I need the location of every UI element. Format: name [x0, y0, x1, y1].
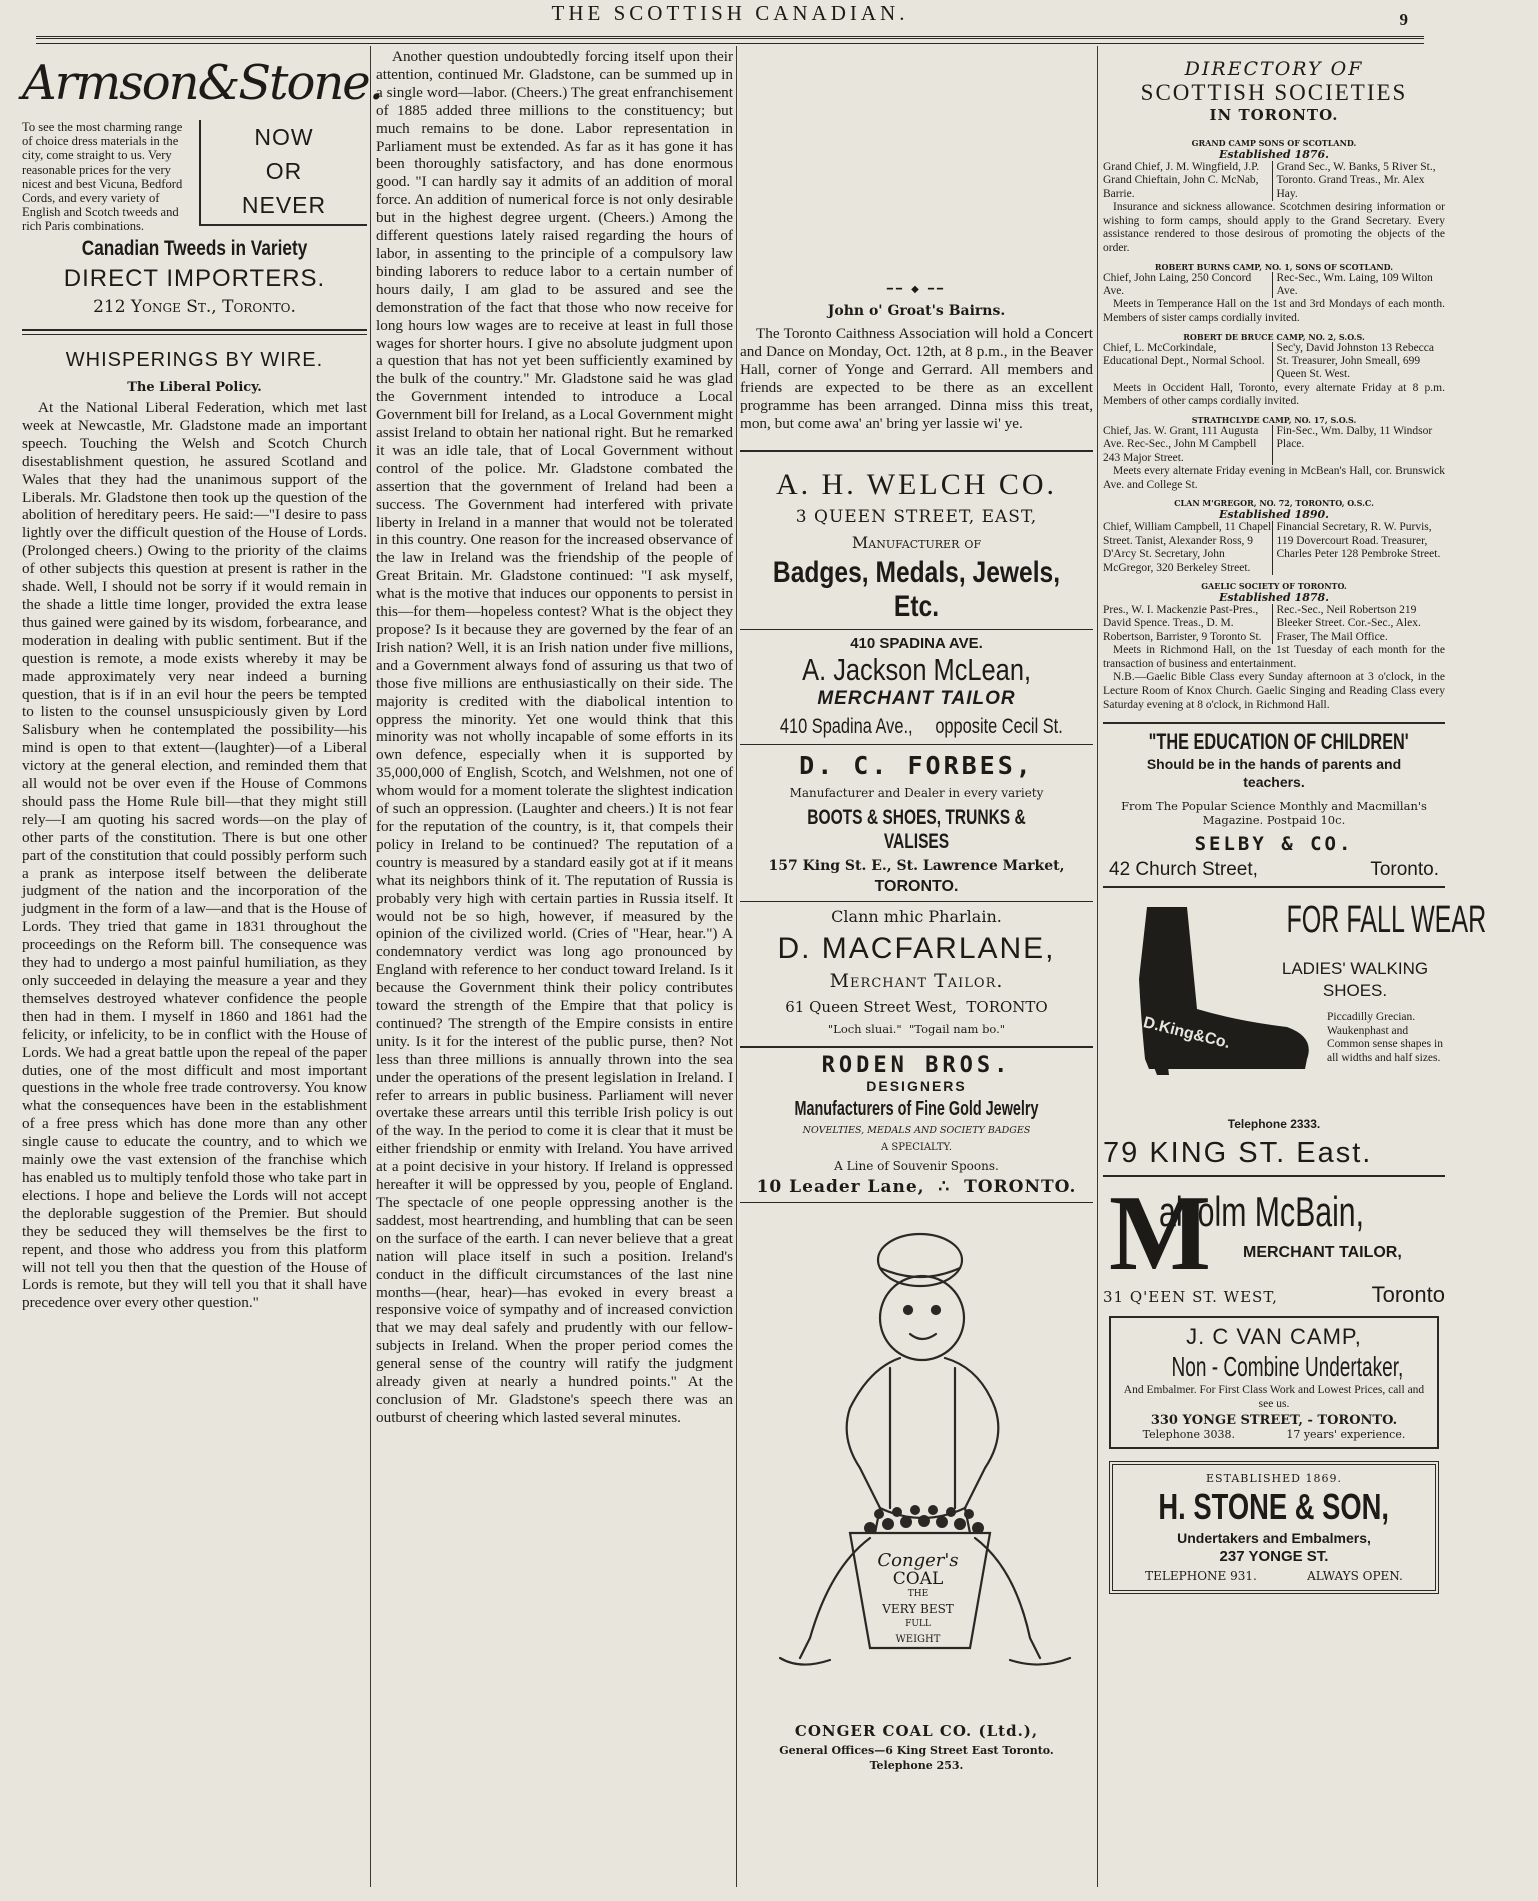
vancamp-phone: Telephone 3038.: [1142, 1428, 1236, 1442]
bag-brand: Conger's: [877, 1550, 959, 1572]
welch-ad: [740, 457, 1093, 624]
coal-bag-label: [848, 1550, 988, 1647]
officers-left: Chief, John Laing, 250 Concord Ave.: [1103, 271, 1252, 297]
article-text-column-2: [376, 48, 733, 1427]
education-ad: [1103, 729, 1445, 881]
article-heading: WHISPERINGS BY WIRE.: [65, 349, 324, 371]
now-text: NOW: [254, 124, 314, 150]
officers-left: Pres., W. I. Mackenzie Past-Pres., David Spence. Treas., D. M. Robertson, Barrister, 9 Toronto St.: [1103, 604, 1262, 643]
column-1: [22, 48, 382, 1883]
now-or-never-box: [199, 120, 367, 226]
page-number: 9: [1399, 10, 1408, 29]
bairns-heading: John o' Groat's Bairns.: [827, 303, 1006, 319]
roden-designers: DESIGNERS: [866, 1078, 967, 1095]
society-est: Established 1878.: [1219, 591, 1329, 605]
bag-the: THE: [907, 1589, 929, 1600]
armson-stone-ad: [22, 48, 382, 317]
tweeds-line: Canadian Tweeds in Variety: [81, 237, 308, 260]
society-note: Meets in Temperance Hall on the 1st and 3rd Mondays of each month. Members of sister camps cordially invited.: [1103, 298, 1445, 324]
or-text: OR: [265, 158, 303, 184]
king-shoe-ad: [1103, 893, 1487, 1125]
roden-ad: [740, 1053, 1093, 1197]
roden-trade: Manufacturers of Fine Gold Jewelry: [794, 1098, 1039, 1121]
king-phone: Telephone 2333.: [1227, 1117, 1321, 1132]
roden-novelties: NOVELTIES, MEDALS AND SOCIETY BADGES: [802, 1125, 1031, 1137]
officers-right: Fin-Sec., Wm. Dalby, 11 Windsor Place.: [1272, 425, 1446, 465]
society-note: Meets every alternate Friday evening in McBean's Hall, cor. Brunswick Ave. and College St.: [1103, 465, 1445, 491]
officers-right: Grand Sec., W. Banks, 5 River St., Toronto. Grand Treas., Mr. Alex Hay.: [1272, 161, 1446, 201]
macfarlane-motto: "Loch sluai." "Togail nam bo.": [827, 1022, 1006, 1037]
conger-ad: [740, 1208, 1093, 1772]
society-officers: [1103, 161, 1445, 201]
society-note: Insurance and sickness allowance. Scotchmen desiring information or wishing to form camps, should apply to the Grand Secretary. Every assistance rendered to those desirous of promoting the objects of the order.: [1103, 201, 1445, 254]
vancamp-name: J. C VAN CAMP,: [1186, 1324, 1362, 1350]
mclean-trade: MERCHANT TAILOR: [817, 688, 1016, 710]
column-rule: [1097, 46, 1098, 1887]
forbes-goods: BOOTS & SHOES, TRUNKS & VALISES: [807, 806, 1026, 854]
society-note: Meets in Richmond Hall, on the 1st Tuesday of each month for the transaction of business and entertainment.: [1103, 644, 1445, 670]
mclean-address-top: 410 SPADINA AVE.: [850, 635, 983, 653]
macfarlane-trade: Merchant Tailor.: [829, 970, 1004, 993]
stone-address: 237 YONGE ST.: [1219, 1548, 1329, 1566]
society-heading: GAELIC SOCIETY OF TORONTO.: [1201, 581, 1347, 592]
officers-left: Grand Chief, J. M. Wingfield, J.P. Grand Chieftain, John C. McNab, Barrie.: [1103, 161, 1260, 200]
directory-title-2: SCOTTISH SOCIETIES: [1140, 80, 1408, 105]
article-paragraph: At the National Liberal Federation, which met last week at Newcastle, Mr. Gladstone made an important speech. Touching the Welsh and Scotch Church disestablishment question, he assured Scotland and Wales that they had the unanimous support of the Liberals. Mr. Gladstone then took up the question of the abolition of hereditary peers. He said:—"I desire to pass lightly over the difficult question of the House of Lords. (Prolonged cheers.) Owing to the priority of the claims of other subjects this question at present is rather in the shade. Well, I should not be sorry if it would remain in the shade a little time longer, provided the extra lease thus gained were gained by its wisdom, forbearance, and moderation in dealing with public sentiment. But if the question is remote, a mode exists whereby it may be made approximately very near indeed a burning question, that is if in an evil hour the peers be tempted to listen to the counsel unsuspiciously given by Lord Salisbury when he contemplated the possibility—his mind is open to that extent—(laughter)—of a Liberal victory at the general election, and reminded them that all would not be over even if the House of Commons should pass the Home Rule bill—that they might still rely—I am quoting his sacred words—on the play of other parts of the constitution. There is but one other part of the constitution that could possibly perform such a prank as interpose itself between the deliberate judgment of the nation and the incorporation of the judgment in the form of a law—and that is the House of Lords. They tried that game in 1831 throughout the proceedings on the Reform bill. The consequence was they had to undergo a most painful humiliation, as they only succeeded in delaying the measure a year and they themselves destroyed whatever confidence the people then had in them. I myself in 1860 and 1861 had the felicity, or infelicity, to be in conflict with the House of Lords. We had a great battle upon the repeal of the paper duties, one of the most difficult and most important questions in the whole free trade controversy. You know what the consequences have been in the establishment of a free press which has done more than any other single cause to educate the country, and to which we mainly owe the vast extension of the franchise which has enabled us to multiply tenfold those who take part in elections. I hope and believe the Lords will not accept the deplorable suggestion of the Premier. But should they be seduced they will themselves be the first to repent, and those who address you from this platform will not tell you then that the question of the House of Lords is remote, but they will tell you that it shall have precedence over every other question.": [22, 399, 367, 1312]
column-rule: [736, 46, 737, 1887]
article-subhead: The Liberal Policy.: [127, 380, 262, 395]
welch-goods: Badges, Medals, Jewels, Etc.: [772, 556, 1061, 624]
welch-line: Manufacturer of: [851, 533, 982, 553]
officers-left: Chief, William Campbell, 11 Chapel Street. Tanist, Alexander Ross, 9 D'Arcy St. Secretary, John McGregor, 320 Berkeley Street.: [1103, 521, 1272, 574]
article-continuation: [740, 48, 1093, 278]
officers-left: Chief, Jas. W. Grant, 111 Augusta Ave. Rec-Sec., John M Campbell 243 Major Street.: [1103, 425, 1259, 464]
stone-est: ESTABLISHED 1869.: [1206, 1472, 1342, 1486]
selby-address: 42 Church Street,: [1109, 859, 1258, 881]
education-line: Should be in the hands of parents and teachers.: [1146, 756, 1402, 791]
coal-boy-illustration: [740, 1208, 1093, 1718]
society-note: Meets in Occident Hall, Toronto, every alternate Friday at 8 p.m. Members of other camps cordially invited.: [1103, 381, 1445, 408]
forbes-city: TORONTO.: [874, 878, 959, 896]
roden-name: RODEN BROS.: [821, 1053, 1012, 1079]
forbes-address: 157 King St. E., St. Lawrence Market,: [768, 858, 1065, 875]
education-title: "THE EDUCATION OF CHILDREN': [1148, 729, 1409, 755]
officers-right: Sec'y, David Johnston 13 Rebecca St. Treasurer, John Smeall, 699 Queen St. West.: [1272, 342, 1446, 382]
macfarlane-ad: [740, 907, 1093, 1036]
society-heading: ROBERT BURNS CAMP, NO. 1, SONS OF SCOTLAND.: [1154, 261, 1394, 272]
mclean-name: A. Jackson McLean,: [802, 652, 1031, 688]
vancamp-address: 330 YONGE STREET, - TORONTO.: [1150, 1413, 1398, 1429]
selby-name: SELBY & CO.: [1194, 833, 1354, 856]
armson-intro: To see the most charming range of choice dress materials in the city, come straight to us. Very reasonable prices for the very nicest and best Vicuna, Bedford Cords, and every variety of English and Scotch tweeds and rich Paris combinations.: [22, 120, 183, 234]
column-2: [376, 48, 733, 1883]
society-officers: [1103, 425, 1445, 465]
importers-line: DIRECT IMPORTERS.: [63, 265, 326, 292]
roden-specialty: A SPECIALTY.: [880, 1142, 953, 1154]
macfarlane-name: D. MACFARLANE,: [777, 932, 1056, 966]
mcbain-name: alcolm McBain,: [1159, 1188, 1365, 1236]
bag-full: FULL: [905, 1619, 931, 1630]
mclean-line: 410 Spadina Ave., opposite Cecil St.: [779, 715, 1063, 739]
forbes-ad: [740, 751, 1093, 896]
directory: [1103, 58, 1445, 712]
stone-phone: TELEPHONE 931.: [1145, 1569, 1257, 1584]
armson-address: 212 Yonge St., Toronto.: [93, 297, 296, 317]
officers-right: Rec-Sec., Wm. Laing, 109 Wilton Ave.: [1272, 272, 1446, 299]
conger-name: CONGER COAL CO. (Ltd.),: [794, 1722, 1039, 1741]
stone-ad: [1109, 1461, 1439, 1594]
society-heading: ROBERT DE BRUCE CAMP, NO. 2, S.O.S.: [1183, 331, 1365, 342]
society-heading: STRATHCLYDE CAMP, NO. 17, S.O.S.: [1191, 415, 1357, 425]
king-brand: J.D.King&Co.: [1128, 1011, 1232, 1053]
society-officers: [1103, 272, 1445, 299]
vancamp-exp: 17 years' experience.: [1286, 1428, 1406, 1442]
directory-title-3: IN TORONTO.: [1209, 106, 1339, 124]
forbes-name: D. C. FORBES,: [799, 751, 1034, 781]
stone-name: H. STONE & SON,: [1158, 1486, 1390, 1528]
column-rule: [370, 46, 371, 1887]
education-from: From The Popular Science Monthly and Macmillan's Magazine. Postpaid 10c.: [1121, 799, 1427, 828]
vancamp-line: And Embalmer. For First Class Work and Lowest Prices, call and see us.: [1123, 1384, 1425, 1410]
vancamp-trade: Non - Combine Undertaker,: [1171, 1351, 1404, 1383]
roden-address: 10 Leader Lane, ∴ TORONTO.: [756, 1177, 1077, 1198]
masthead-title: THE SCOTTISH CANADIAN.: [551, 1, 909, 25]
directory-title-1: DIRECTORY OF: [1184, 58, 1364, 80]
society-officers: [1103, 604, 1445, 644]
society-nb: N.B.—Gaelic Bible Class every Sunday afternoon at 3 o'clock, in the Lecture Room of Knox Church. Gaelic Singing and Reading Class every Saturday evening at 8 o'clock, in Richmond Hall.: [1103, 671, 1445, 711]
ornament-rule: ━━ ◆ ━━: [886, 284, 947, 295]
mclean-ad: [740, 635, 1093, 739]
column-3: [740, 48, 1093, 1883]
article-paragraph: Another question undoubtedly forcing itself upon their attention, continued Mr. Gladstone, can be summed up in a single word—labor. (Cheers.) The great enfranchisement of 1885 added three millions to the constituency; but much remains to be done. Labor representation in Parliament must be extended. As far as it has gone it has been thoroughly satisfactory, and has done enormous good. "I can hardly say it admits of an addition of moral force. An addition of numerical force is not only desirable but in the highest degree urgent. (Cheers.) Among the different questions lately raised regarding the hours of labor, in assenting to the principle of a compulsory law binding laborers to reduce labor to a certain number of hours daily, I am glad to be assured and see the demonstration of the fact that those who now receive for long hours low wages are to receive at least in full those wages for shorter hours. I give no absolute judgment upon a question that has not yet been sufficiently examined by the bulk of the country." Mr. Gladstone said he was glad the Government intended to introduce a Local Government bill for Ireland, as a Local Government might assist Ireland to obtain her national right. But he remarked it was an idle tale, that of Local Government without control of the police. Mr. Gladstone combated the assertion that the government of Ireland had been a success. The Government had interfered with private liberty in Ireland in a manner that would not be tolerated in this country. One reason for the increased observance of the law in Ireland was the friendship of the people of Great Britain. Mr. Gladstone continued: "I ask myself, what is the motive that induces our opponents to persist in this—for them—hopeless contest? What is the object they propose? Is it because they are governed by the fear of an Irish nation? Well, it is an Irish nation under five millions, and a Government always fond of assuring us that two of those five millions are enthusiastically on their side. The majority is credited with the diabolical intention to oppress the minority. Yet one would think that this minority was not wholly incapable of some efforts in its own defence, especially when it is supported by 35,000,000 of English, Scotch, and Welshmen, not one of whom would for a moment tolerate the slightest indication of such an oppression. (Laughter and cheers.) It is not fear for the reputation of the country, is it, that compels their policy in Ireland to be continued? The reputation of a country is measured by a standard easily got at if it means what its neighbors think of it. The reputation of Russia is probably very high with certain parties in Russia itself. It would not be so high, however, if measured by the opinion of the civilized world. (Cries of "Hear, hear.") A condemnatory verdict was long ago pronounced by England with reference to her conduct toward Ireland. Is it because the Government think their policy contributes toward the strength of the Empire that that policy is continued? The strength of the Empire consists in entire unity. Is it for the interest of the public purse, then? Not less than three millions is annually thrown into the sea under the operations of the present legislation in Ireland. I refer to arrears in public business. Parliament will never overtake these arrears until this terrible Irish policy is out of the way. In the period to come it is clear that it must be either friendship or enmity with Ireland. You have arrived at a point decisive in your history. If Ireland is oppressed hereafter it will be oppressed by you, people of England. The spectacle of one people oppressing another is the saddest, most heartrending, and humbling that can be seen on the surface of the earth. I can never believe that a great nation will place itself in such a position. Ireland's conduct in the difficult circumstances of the last nine months—(hear, hear)—has evoked in every breast a responsive voice of sympathy and of increased conviction that we may deal safely and prudently with our fellow-subjects in Ireland. When the proper period comes the general sense of the country will ratify the judgment already given at nearly a hundred points." At the conclusion of Mr. Gladstone's speech there was an outburst of cheering which lasted several minutes.: [376, 48, 733, 1426]
conger-phone: Telephone 253.: [869, 1759, 964, 1773]
vancamp-ad: [1109, 1316, 1439, 1449]
king-title: FOR FALL WEAR: [1286, 899, 1487, 942]
conger-office: General Offices—6 King Street East Toronto.: [779, 1744, 1054, 1758]
king-desc: Piccadilly Grecian. Waukenphast and Common sense shapes in all widths and half sizes.: [1327, 1011, 1443, 1064]
bag-weight: WEIGHT: [895, 1634, 941, 1646]
stone-open: ALWAYS OPEN.: [1307, 1569, 1403, 1584]
forbes-line: Manufacturer and Dealer in every variety: [789, 786, 1044, 801]
society-heading: CLAN M'GREGOR, NO. 72, TORONTO, O.S.C.: [1174, 498, 1374, 509]
welch-address: 3 QUEEN STREET, EAST,: [795, 507, 1038, 528]
king-sub1: LADIES' WALKING: [1281, 959, 1429, 979]
king-address: 79 KING ST. East.: [1103, 1137, 1373, 1170]
mcbain-initial: M: [1109, 1174, 1211, 1294]
bairns-text: The Toronto Caithness Association will hold a Concert and Dance on Monday, Oct. 12th, at 8 p.m., in the Beaver Hall, corner of Yonge and Gerrard. All members and friends are expected to be there as an excellent programme has been arranged. Dinna miss this treat, mon, but come awa' an' bring yer lassie wi' ye.: [740, 325, 1093, 432]
macfarlane-address: 61 Queen Street West, TORONTO: [785, 998, 1048, 1017]
welch-name: A. H. WELCH CO.: [775, 468, 1058, 502]
officers-right: Rec.-Sec., Neil Robertson 219 Bleeker Street. Cor.-Sec., Alex. Fraser, The Mail Office.: [1272, 604, 1446, 644]
society-heading: GRAND CAMP SONS OF SCOTLAND.: [1191, 138, 1357, 148]
officers-right: Financial Secretary, R. W. Purvis, 119 Dovercourt Road. Treasurer, Charles Peter 128 Pembroke Street.: [1272, 521, 1446, 575]
society-est: Established 1876.: [1219, 148, 1329, 161]
officers-left: Chief, L. McCorkindale, Educational Dept., Normal School.: [1103, 341, 1265, 367]
column-4: [1103, 48, 1487, 1883]
mcbain-city: Toronto: [1371, 1282, 1445, 1308]
stone-trade: Undertakers and Embalmers,: [1177, 1530, 1371, 1547]
article-text-column-1: [22, 399, 367, 1312]
bag-coal: COAL: [892, 1569, 944, 1590]
armson-logo: Armson&Stone.: [22, 55, 382, 111]
selby-city: Toronto.: [1370, 859, 1439, 881]
roden-spoons: A Line of Souvenir Spoons.: [834, 1159, 999, 1174]
society-est: Established 1890.: [1219, 508, 1329, 522]
masthead: [0, 0, 1460, 30]
mcbain-trade: MERCHANT TAILOR,: [1243, 1244, 1402, 1262]
society-officers: [1103, 521, 1445, 575]
never-text: NEVER: [241, 192, 327, 218]
bag-very-best: VERY BEST: [882, 1602, 954, 1617]
society-officers: [1103, 342, 1445, 382]
mcbain-ad: [1103, 1174, 1445, 1312]
king-sub2: SHOES.: [1322, 981, 1388, 1001]
top-rule: [36, 36, 1424, 44]
macfarlane-clan: Clann mhic Pharlain.: [831, 907, 1002, 927]
mcbain-address: 31 Q'EEN ST. WEST,: [1103, 1288, 1278, 1307]
